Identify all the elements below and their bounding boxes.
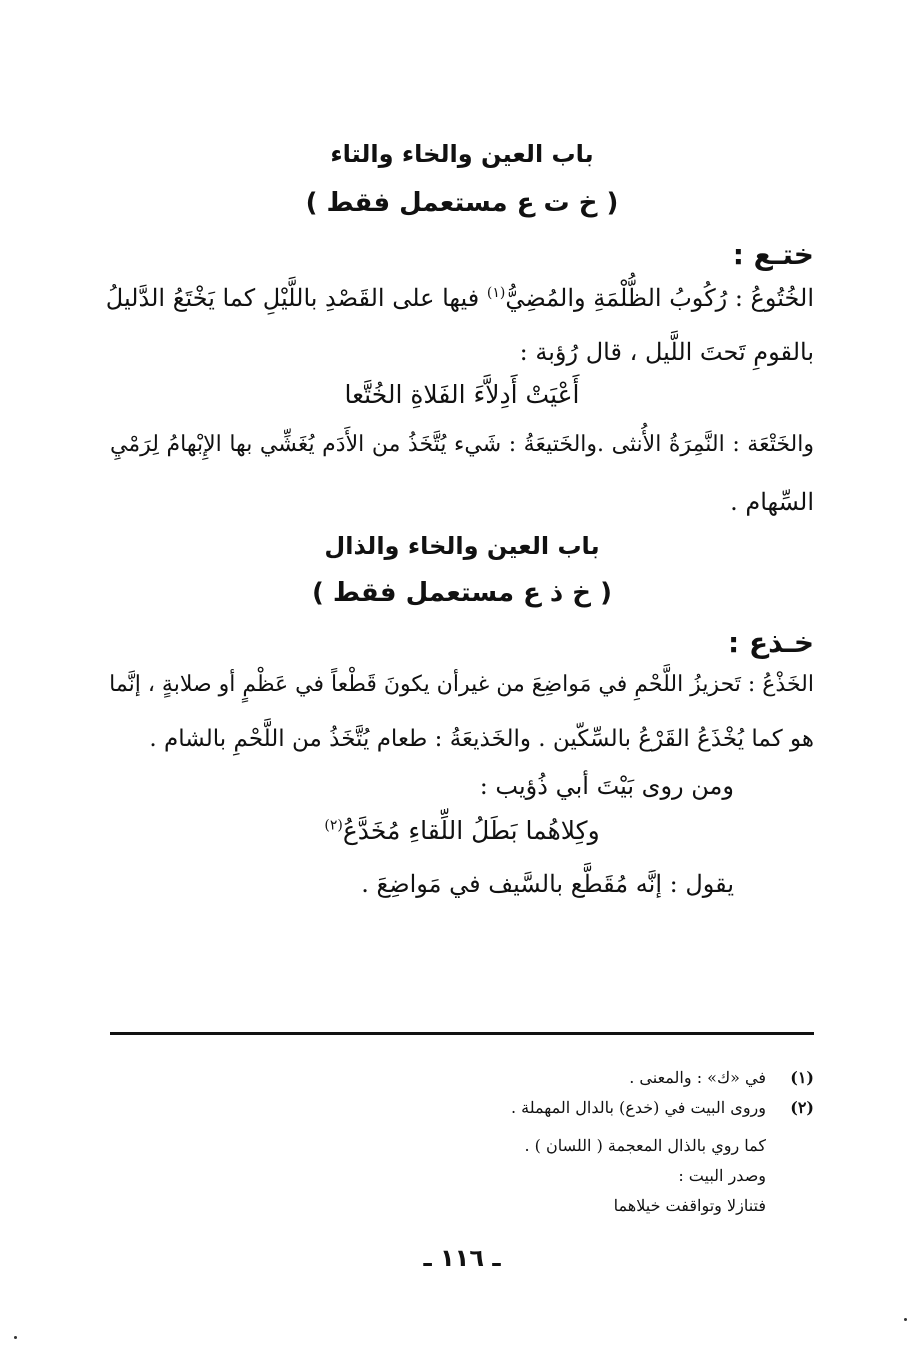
entry-text: فيها على القَصْدِ باللَّيْلِ كما يَخْتَعُ الدَّليلُ (105, 284, 480, 312)
footnote-divider (110, 1032, 814, 1035)
entry-line: هو كما يُخْذَعُ القَرْعُ بالسِّكّين . والخَذيعَةُ : طعام يُتَّخَذُ من اللَّحْمِ بالشام . (149, 726, 814, 752)
footnote-text: وروى البيت في (خدع) بالدال المهملة . (510, 1098, 766, 1117)
entry-line: الخَذْعُ : تَحزيزُ اللَّحْمِ في مَواضِعَ من غيرأن يكونَ قَطْعاً في عَظْمٍ أو صلابةٍ ، إنَّما (109, 672, 814, 697)
footnote-number: (٢) (790, 1098, 814, 1117)
verse-line: أَعْيَتْ أَدِلاَّءَ الفَلاةِ الخُتَّعا (344, 380, 580, 409)
entry-line: بالقومِ تَحتَ اللَّيل ، قال رُؤبة : (519, 338, 814, 366)
root-heading: ختـع : (732, 238, 814, 271)
entry-line (105, 284, 814, 312)
footnote-ref: (١) (486, 285, 506, 301)
entry-line: السِّهام . (730, 488, 814, 516)
page-number: ـ ١١٦ ـ (423, 1244, 501, 1272)
section-title: باب العين والخاء والتاء (330, 140, 594, 168)
verse-text: وكِلاهُما بَطَلُ اللِّقاءِ مُخَدَّعُ (342, 816, 600, 845)
verse-line (0, 816, 924, 845)
footnote (511, 1098, 814, 1117)
entry-text: الخُتُوعُ : رُكُوبُ الظُّلْمَةِ والمُضِيُّ (505, 284, 814, 312)
section-subtitle: ( خ ت ع مستعمل فقط ) (305, 188, 619, 218)
footnote (629, 1068, 814, 1087)
scan-speck (904, 1318, 907, 1321)
footnote-continuation: فتنازلا وتواقفت خيلاهما (613, 1196, 766, 1215)
section-subtitle: ( خ ذ ع مستعمل فقط ) (312, 578, 612, 608)
scan-speck (14, 1336, 17, 1339)
footnote-number: (١) (790, 1068, 814, 1087)
footnote-ref: (٢) (324, 817, 343, 834)
entry-line: ومن روى بَيْتَ أبي ذُؤيب : (479, 772, 734, 800)
footnote-continuation: كما روي بالذال المعجمة ( اللسان ) . (524, 1136, 766, 1155)
footnote-text: في «ك» : والمعنى . (629, 1068, 766, 1087)
footnote-continuation: وصدر البيت : (678, 1166, 766, 1185)
root-heading: خـذع : (728, 626, 814, 659)
entry-line: يقول : إنَّه مُقَطَّع بالسَّيف في مَواضِعَ . (361, 870, 734, 898)
section-title: باب العين والخاء والذال (324, 532, 600, 560)
entry-line: والخَتْعَة : النَّمِرَةُ الأُنثى .والخَتيعَةُ : شَيء يُتَّخَذُ من الأَدَم يُغَشِّي بها الإِبْهامُ لِرَمْيِ (110, 432, 814, 457)
